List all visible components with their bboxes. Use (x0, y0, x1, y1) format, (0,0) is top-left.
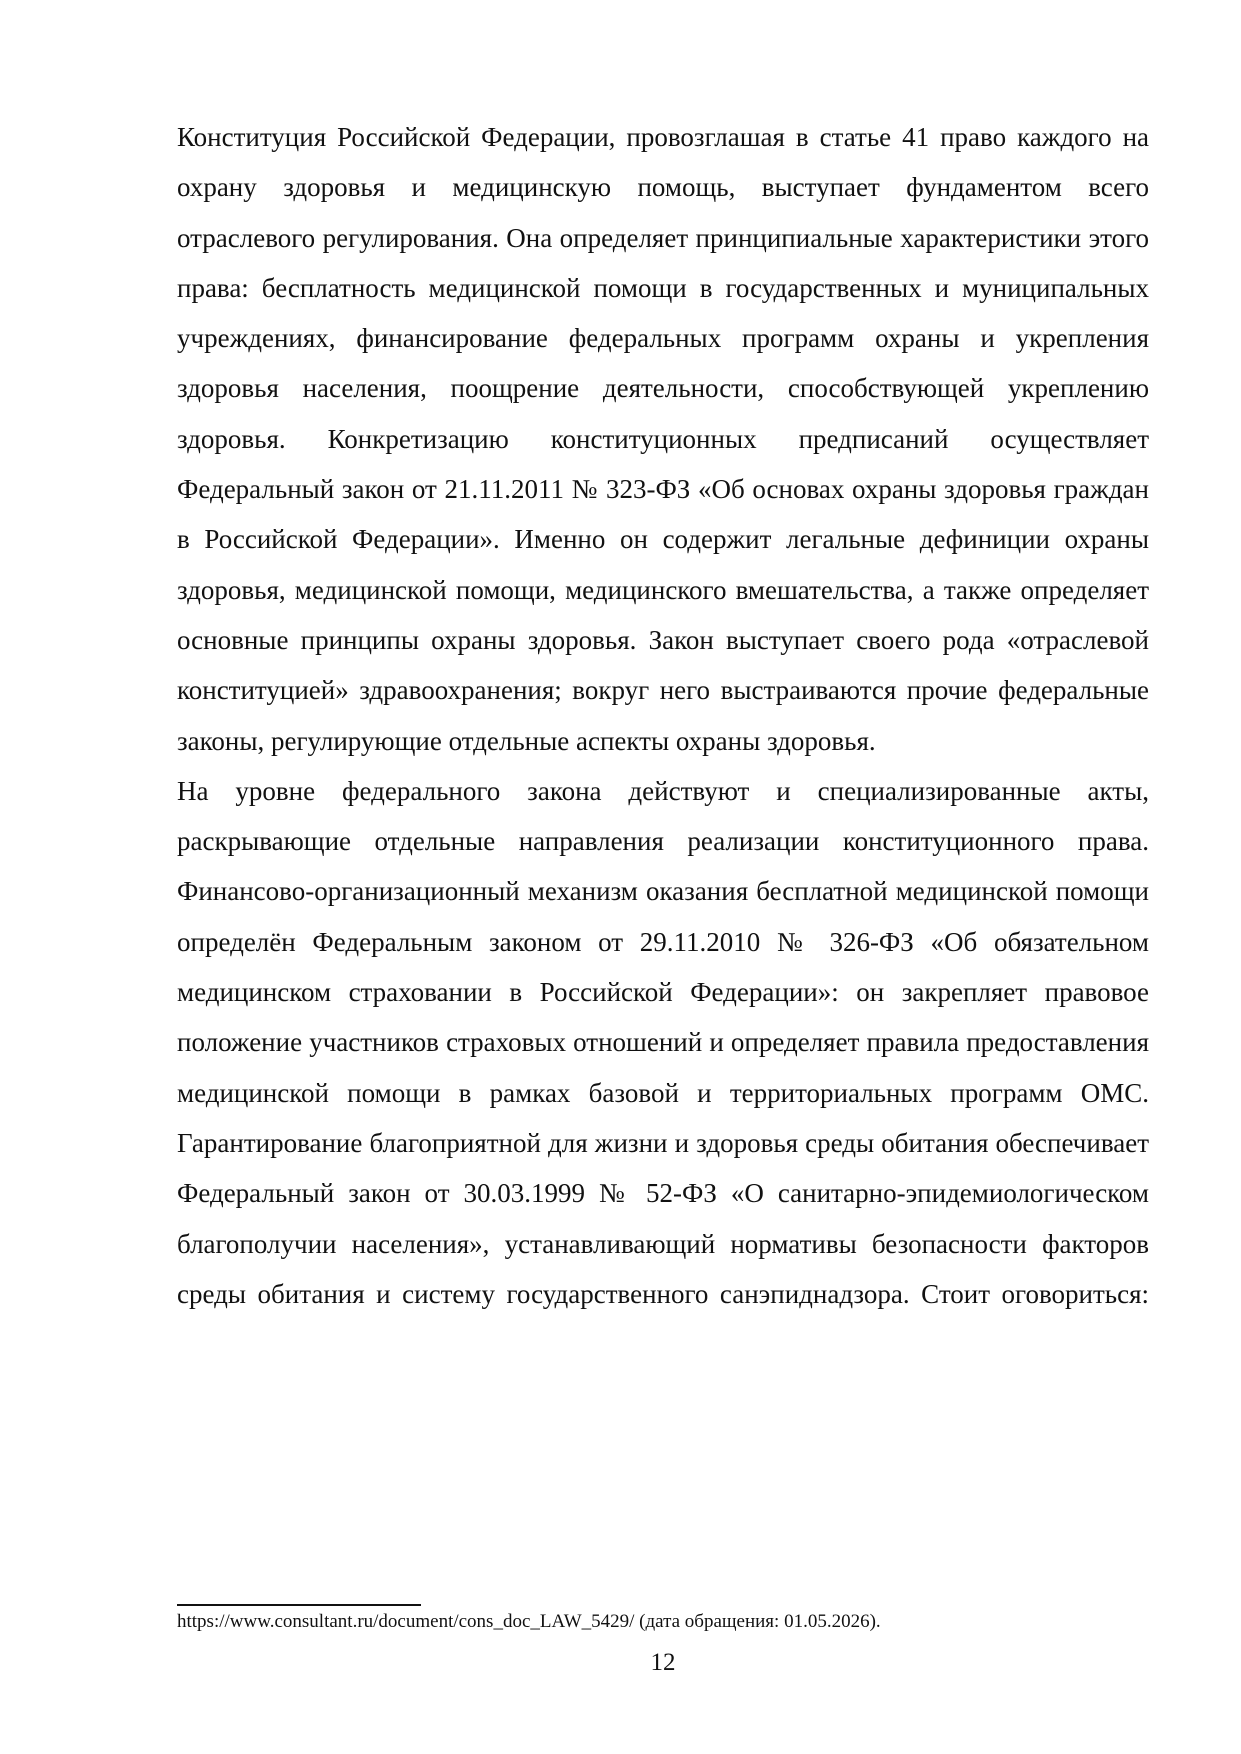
paragraph-federal-laws: На уровне федерального закона действуют и специализированные акты, раскрывающие отдельные направления реализации конституционного права. Финансово-организационный механизм оказания бесплатной медицинской помощи определён Федеральным законом от 29.11.2010 № 326-ФЗ «Об обязательном медицинском страховании в Российской Федерации»: он закрепляет правовое положение участников страховых отношений и определяет правила предоставления медицинской помощи в рамках базовой и территориальных программ ОМС. Гарантирование благоприятной для жизни и здоровья среды обитания обеспечивает Федеральный закон от 30.03.1999 № 52-ФЗ «О санитарно-эпидемиологическом благополучии населения», устанавливающий нормативы безопасности факторов среды обитания и систему государственного санэпиднадзора. Стоит оговориться: (177, 775, 1149, 1309)
footnote-text: https://www.consultant.ru/document/cons_doc_LAW_5429/ (дата обращения: 01.05.2026). (177, 1611, 881, 1632)
paragraph-constitution: Конституция Российской Федерации, провозглашая в статье 41 право каждого на охрану здоровья и медицинскую помощь, выступает фундаментом всего отраслевого регулирования. Она определяет принципиальные характеристики этого права: бесплатность медицинской помощи в государственных и муниципальных учреждениях, финансирование федеральных программ охраны и укрепления здоровья населения, поощрение деятельности, способствующей укреплению здоровья. Конкретизацию конституционных предписаний осуществляет Федеральный закон от 21.11.2011 № 323-ФЗ «Об основах охраны здоровья граждан в Российской Федерации». Именно он содержит легальные дефиниции охраны здоровья, медицинской помощи, медицинского вмешательства, а также определяет основные принципы охраны здоровья. Закон выступает своего рода «отраслевой конституцией» здравоохранения; вокруг него выстраиваются прочие федеральные законы, регулирующие отдельные аспекты охраны здоровья. (177, 122, 1149, 756)
page-number: 12 (650, 1649, 676, 1676)
body-text (177, 112, 1149, 1319)
footnote-separator (177, 1604, 421, 1606)
